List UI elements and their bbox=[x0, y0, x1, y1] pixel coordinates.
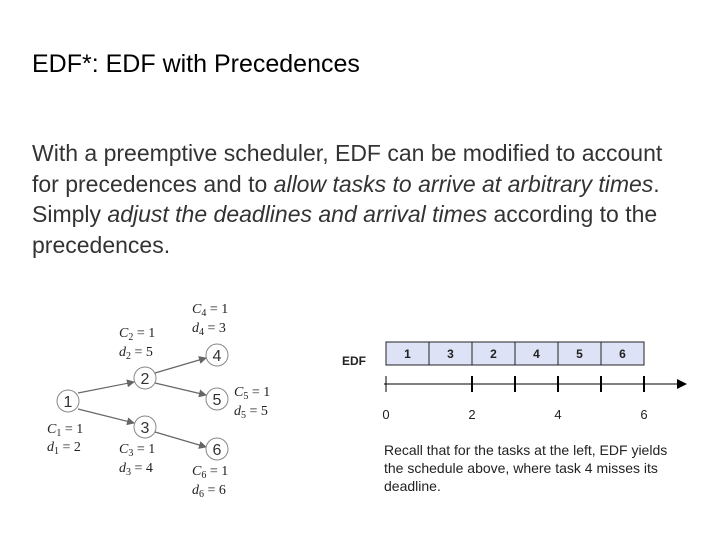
edge-2-4 bbox=[155, 358, 206, 373]
task-node-1-id: 1 bbox=[63, 394, 73, 411]
schedule-slot-5 bbox=[558, 342, 601, 365]
schedule-slot-6 bbox=[601, 342, 644, 365]
schedule-slot-task: 5 bbox=[576, 347, 583, 361]
body-text-1: With a preemptive scheduler, EDF can be modified to account for precedences and to bbox=[32, 140, 663, 197]
task-4-exec-time: $C_4 = 1$ bbox=[192, 302, 229, 319]
body-text-4: adjust the deadlines and arrival times bbox=[107, 201, 488, 227]
task-6-deadline: $d_6 = 6$ bbox=[192, 483, 226, 500]
slide-title: EDF*: EDF with Precedences bbox=[32, 50, 360, 78]
body-text-5: according to the precedences. bbox=[32, 201, 658, 258]
task-node-2-id: 2 bbox=[140, 371, 150, 388]
axis-tick-label: 2 bbox=[468, 407, 476, 422]
task-node-3-id: 3 bbox=[140, 420, 150, 437]
axis-tick-label: 6 bbox=[640, 407, 648, 422]
axis-tick-label: 0 bbox=[382, 407, 390, 422]
task-2-deadline: $d_2 = 5$ bbox=[119, 345, 153, 362]
schedule-slot-3 bbox=[472, 342, 515, 365]
recall-note: Recall that for the tasks at the left, EDF yields the schedule above, where task 4 misses its deadline. bbox=[384, 442, 668, 494]
task-1-deadline: $d_1 = 2$ bbox=[47, 440, 81, 457]
task-1-exec-time: $C_1 = 1$ bbox=[47, 422, 84, 439]
body-text-2: allow tasks to arrive at arbitrary times bbox=[273, 170, 654, 197]
task-node-2 bbox=[134, 367, 156, 389]
schedule-slot-4 bbox=[515, 342, 558, 365]
task-node-5-id: 5 bbox=[212, 392, 222, 409]
axis-tick-label: 4 bbox=[554, 407, 562, 422]
schedule-slot-1 bbox=[386, 342, 429, 365]
task-5-deadline: $d_5 = 5$ bbox=[234, 404, 268, 421]
schedule-slot-task: 6 bbox=[619, 347, 626, 361]
task-node-1 bbox=[57, 390, 79, 412]
task-node-4-id: 4 bbox=[212, 348, 222, 365]
schedule-label: EDF bbox=[342, 354, 366, 368]
edge-3-6 bbox=[155, 432, 206, 447]
edge-1-2 bbox=[78, 382, 134, 393]
schedule-slots bbox=[386, 342, 644, 365]
schedule-slot-task: 2 bbox=[490, 347, 497, 361]
task-node-4 bbox=[206, 344, 228, 366]
task-3-deadline: $d_3 = 4$ bbox=[119, 461, 153, 478]
schedule-slot-2 bbox=[429, 342, 472, 365]
schedule-slot-task: 3 bbox=[447, 347, 454, 361]
task-node-5 bbox=[206, 388, 228, 410]
task-node-3 bbox=[134, 416, 156, 438]
task-5-exec-time: $C_5 = 1$ bbox=[234, 385, 271, 402]
task-2-exec-time: $C_2 = 1$ bbox=[119, 326, 156, 343]
task-3-exec-time: $C_3 = 1$ bbox=[119, 442, 156, 459]
task-node-6-id: 6 bbox=[212, 442, 222, 459]
body-text-3: . Simply bbox=[32, 170, 660, 227]
edge-2-5 bbox=[155, 383, 206, 395]
task-6-exec-time: $C_6 = 1$ bbox=[192, 464, 229, 481]
task-node-6 bbox=[206, 438, 228, 460]
schedule-slot-task: 1 bbox=[404, 347, 411, 361]
task-4-deadline: $d_4 = 3$ bbox=[192, 321, 226, 338]
edge-1-3 bbox=[78, 409, 134, 423]
schedule-slot-task: 4 bbox=[533, 347, 540, 361]
